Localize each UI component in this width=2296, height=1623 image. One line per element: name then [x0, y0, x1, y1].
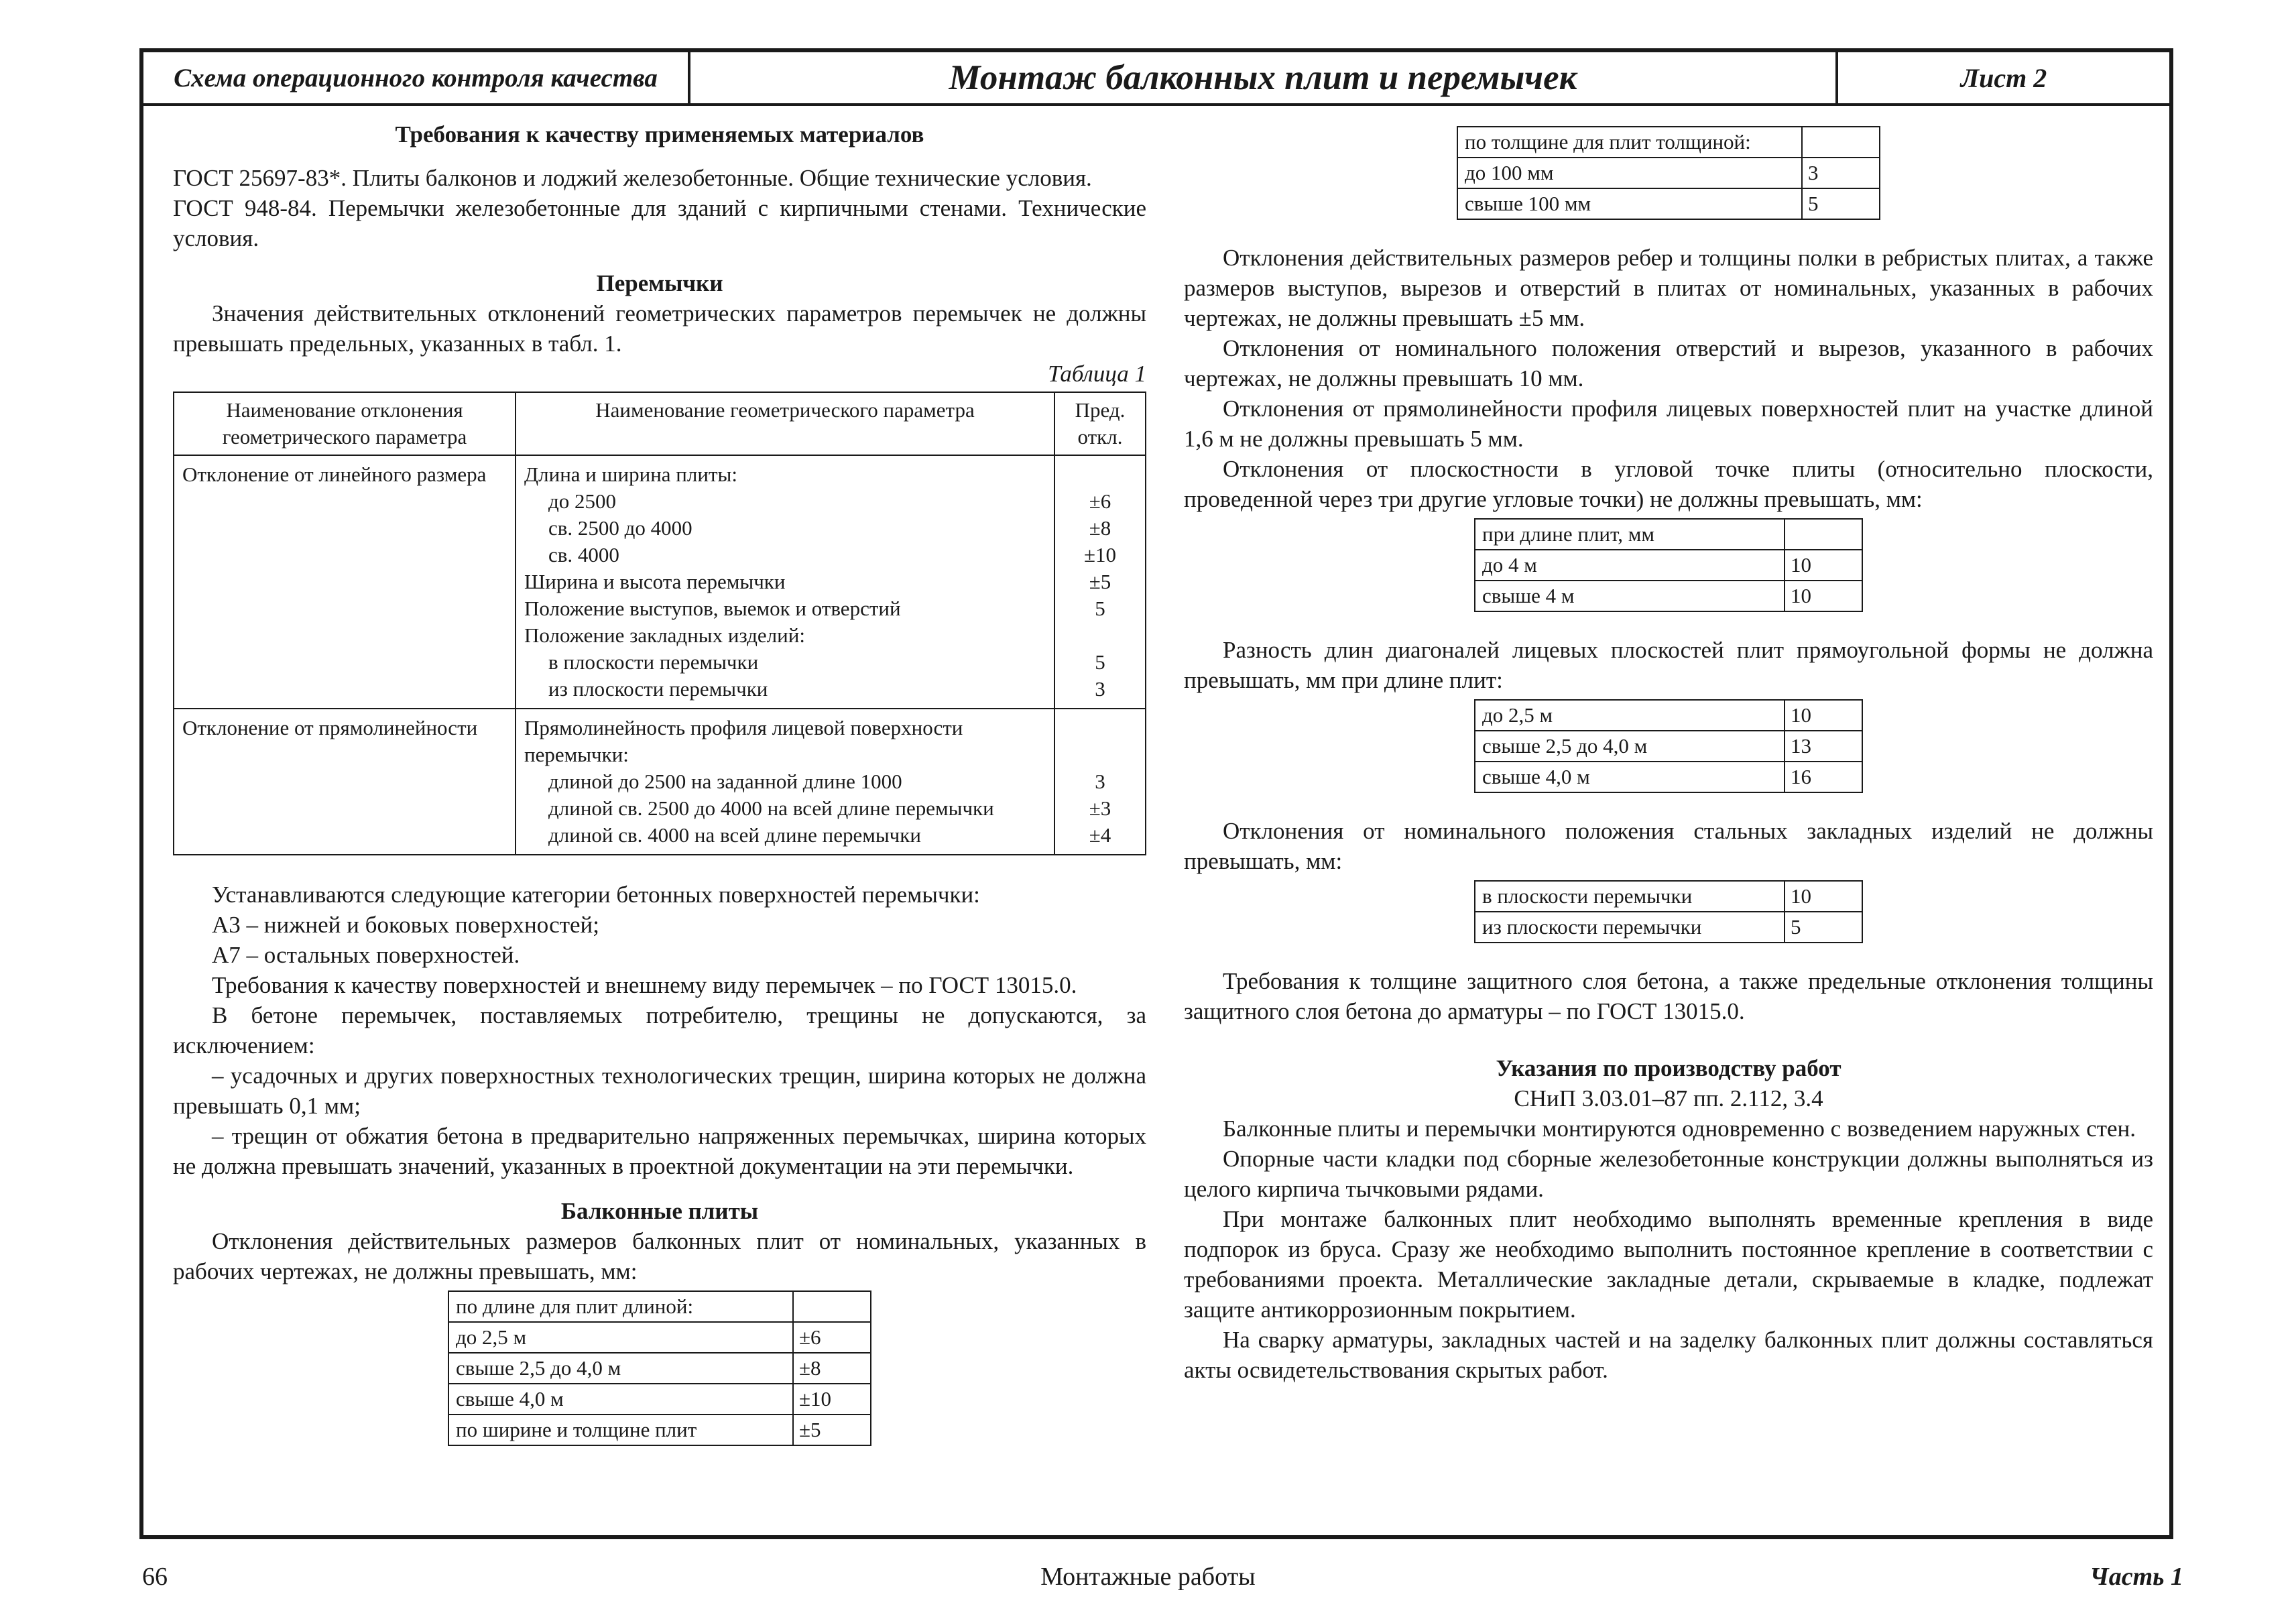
- gost-lintels-text: ГОСТ 948-84. Перемычки железобетонные для зданий с кирпичными стенами. Технические условия.: [173, 195, 1146, 251]
- embedded-parts-text: Отклонения от номинального положения стальных закладных изделий не должны превышать, мм:: [1184, 818, 2153, 874]
- snip-reference: СНиП 3.03.01–87 пп. 2.112, 3.4: [1514, 1085, 1823, 1111]
- document-title: Монтаж балконных плит и перемычек: [690, 52, 1838, 103]
- embedded-parts-table: в плоскости перемычки 10 из плоскости перемычки 5: [1474, 880, 1863, 943]
- diagonals-table: до 2,5 м 10 свыше 2,5 до 4,0 м 13 свыше 4,0 м 16: [1474, 699, 1863, 793]
- group-cell: Отклонение от прямолинейности: [174, 709, 516, 855]
- materials-heading: Требования к качеству применяемых материалов: [395, 121, 924, 147]
- straightness-text: Отклонения от прямолинейности профиля лицевых поверхностей плит на участке длиной 1,6 м не должны превышать 5 мм.: [1184, 396, 2153, 452]
- param-list-cell: Длина и ширина плиты: до 2500 св. 2500 до 4000 св. 4000 Ширина и высота перемычки Положение выступов, выемок и отверстий Положение закладных изделий: в плоскости перемычки из плоскости перемычки: [516, 455, 1054, 709]
- diagonals-text: Разность длин диагоналей лицевых плоскостей плит прямоугольной формы не должна превышать, мм при длине плит:: [1184, 637, 2153, 693]
- page-number: 66: [142, 1563, 168, 1591]
- value-list-cell: ±6 ±8 ±10 ±5 5 5 3: [1054, 455, 1146, 709]
- sheet-number: Лист 2: [1960, 62, 2047, 93]
- openings-deviation-text: Отклонения от номинального положения отверстий и вырезов, указанного в рабочих чертежах, не должны превышать 10 мм.: [1184, 335, 2153, 392]
- table-header-cell: Пред. откл.: [1054, 392, 1146, 455]
- right-column: [1184, 126, 2153, 1385]
- table-group-row: [174, 709, 1146, 855]
- page-frame: [139, 48, 2173, 1539]
- slabs-heading: Балконные плиты: [560, 1198, 759, 1224]
- table-caption: Таблица 1: [1048, 361, 1146, 387]
- ribs-deviation-text: Отклонения действительных размеров ребер и толщины полки в ребристых плитах, а также размеров выступов, вырезов и отверстий в плитах от номинальных, указанных в рабочих чертежах, не должны превышать ±5 мм.: [1184, 245, 2153, 331]
- lintels-intro: Значения действительных отклонений геометрических параметров перемычек не должны превышать предельных, указанных в табл. 1.: [173, 300, 1146, 357]
- table-header-row: [174, 392, 1146, 455]
- protective-layer-text: Требования к толщине защитного слоя бетона, а также предельные отклонения толщины защитного слоя бетона до арматуры – по ГОСТ 13015.0.: [1184, 968, 2153, 1024]
- work-instruction-4: На сварку арматуры, закладных частей и на заделку балконных плит должны составляться акты освидетельствования скрытых работ.: [1184, 1327, 2153, 1383]
- slab-dimension-table: по длине для плит длиной: до 2,5 м ±6 свыше 2,5 до 4,0 м ±8 свыше 4,0 м ±10 по ширине и толщине плит ±5: [448, 1290, 871, 1446]
- cracks-text: В бетоне перемычек, поставляемых потребителю, трещины не допускаются, за исключением:: [173, 1002, 1146, 1059]
- category-a7: А7 – остальных поверхностей.: [212, 942, 520, 968]
- param-list-cell: Прямолинейность профиля лицевой поверхности перемычки: длиной до 2500 на заданной длине 1000 длиной св. 2500 до 4000 на всей длине перемычки длиной св. 4000 на всей длине перемычки: [516, 709, 1054, 855]
- shrinkage-cracks-text: – усадочных и других поверхностных технологических трещин, ширина которых не должна превышать 0,1 мм;: [173, 1063, 1146, 1119]
- gost-slabs-text: ГОСТ 25697-83*. Плиты балконов и лоджий железобетонные. Общие технические условия.: [173, 165, 1092, 191]
- scheme-title: Схема операционного контроля качества: [143, 52, 690, 103]
- work-instruction-3: При монтаже балконных плит необходимо выполнять временные крепления в виде подпорок из бруса. Сразу же необходимо выполнить постоянное крепление в соответствии с требованиями проекта. Металлические закладные детали, скрываемые в кладке, подлежат защите антикоррозионным покрытием.: [1184, 1206, 2153, 1323]
- left-column: [173, 119, 1146, 1446]
- thickness-table: по толщине для плит толщиной: до 100 мм 3 свыше 100 мм 5: [1457, 126, 1880, 220]
- work-instruction-2: Опорные части кладки под сборные железобетонные конструкции должны выполняться из целого кирпича тычковыми рядами.: [1184, 1146, 2153, 1202]
- surface-quality-text: Требования к качеству поверхностей и внешнему виду перемычек – по ГОСТ 13015.0.: [212, 972, 1077, 998]
- work-heading: Указания по производству работ: [1496, 1055, 1841, 1081]
- work-instruction-1: Балконные плиты и перемычки монтируются одновременно с возведением наружных стен.: [1223, 1116, 2136, 1142]
- flatness-text: Отклонения от плоскостности в угловой точке плиты (относительно плоскости, проведенной через три другие угловые точки) не должны превышать, мм:: [1184, 456, 2153, 512]
- footer-section-title: Монтажные работы: [1040, 1563, 1256, 1591]
- table-header-cell: Наименование геометрического параметра: [516, 392, 1054, 455]
- header-row: [143, 52, 2169, 106]
- table-header-cell: Наименование отклонения геометрического параметра: [174, 392, 516, 455]
- footer-part: Часть 1: [2090, 1563, 2183, 1591]
- slabs-intro: Отклонения действительных размеров балконных плит от номинальных, указанных в рабочих чертежах, не должны превышать, мм:: [173, 1228, 1146, 1284]
- deviation-table: [173, 392, 1146, 855]
- lintels-heading: Перемычки: [596, 270, 723, 296]
- table-group-row: [174, 455, 1146, 709]
- categories-text: Устанавливаются следующие категории бетонных поверхностей перемычки:: [212, 882, 980, 908]
- compression-cracks-text: – трещин от обжатия бетона в предварительно напряженных перемычках, ширина которых не должна превышать значений, указанных в проектной документации на эти перемычки.: [173, 1123, 1146, 1179]
- category-a3: А3 – нижней и боковых поверхностей;: [212, 912, 599, 938]
- flatness-table: при длине плит, мм до 4 м 10 свыше 4 м 10: [1474, 518, 1863, 612]
- group-cell: Отклонение от линейного размера: [174, 455, 516, 709]
- value-list-cell: 3 ±3 ±4: [1054, 709, 1146, 855]
